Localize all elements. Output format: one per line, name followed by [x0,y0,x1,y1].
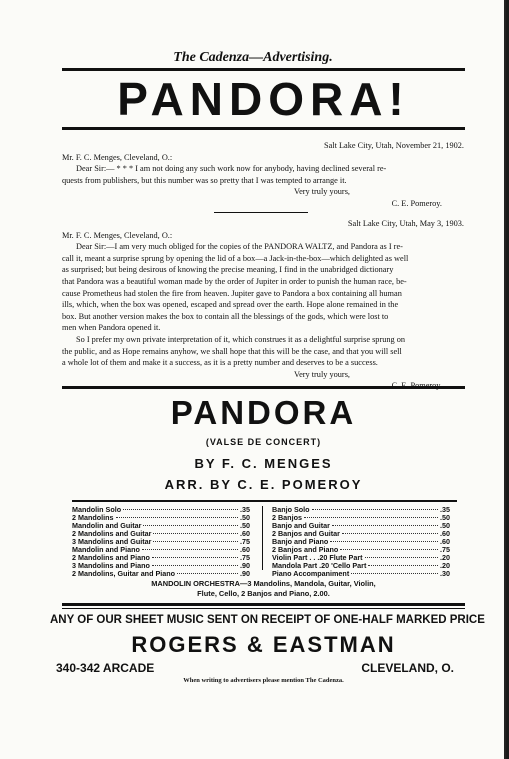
price-item-price: .50 [440,521,450,530]
price-item-price: .60 [240,545,250,554]
product-subtitle: (VALSE DE CONCERT) [205,437,322,447]
price-item-price: .20 [440,561,450,570]
letter-2-line: So I prefer my own private interpretation of it, which construes it as a delightful surprise sprung on [76,334,406,344]
orchestra-line: Flute, Cello, 2 Banjos and Piano, 2.00. [197,589,330,598]
letter-1-closing: Very truly yours, [294,187,350,197]
footer-top-rule-thin [62,608,465,609]
arranger-byline: ARR. BY C. E. POMEROY [164,477,363,492]
top-rule [62,68,465,71]
price-item [272,570,450,578]
price-item-name: Mandolin and Guitar [72,521,142,530]
letter-1-line: Dear Sir:— * * * I am not doing any such work now for anybody, having declined several re- [76,164,387,174]
letter-2 [62,218,472,392]
letter-2-line: cause Prometheus had stolen the fire from heaven. Jupiter gave to Pandora a box containing all human [62,288,402,298]
main-title: PANDORA! [117,73,410,125]
letter-1-line: quests from publishers, but this number was so pretty that I was tempted to arrange it. [62,175,347,185]
page-header: The Cadenza—Advertising. [173,50,333,65]
address-city: CLEVELAND, O. [361,661,454,675]
price-item-name: 3 Mandolins and Piano [72,561,150,570]
price-item-name: Banjo Solo [272,505,310,514]
letter-2-closing: Very truly yours, [294,369,350,379]
letter-1-signature: C. E. Pomeroy. [391,198,442,208]
letter-1 [62,140,472,210]
price-item-price: .50 [240,513,250,522]
letter-2-line: box. But another version makes the box to contain all the blessings of the gods, which were lost to [62,311,389,321]
price-item-name: Piano Accompaniment [272,569,350,578]
letter-1-dateline: Salt Lake City, Utah, November 21, 1902. [323,141,464,150]
company-name: ROGERS & EASTMAN [131,632,396,657]
price-item-name: 2 Banjos and Guitar [272,529,340,538]
price-item-price: .60 [440,529,450,538]
letter-separator [214,212,308,213]
price-item-name: Mandolin and Piano [72,545,140,554]
letter-1-addressee: Mr. F. C. Menges, Cleveland, O.: [62,152,173,162]
price-item-price: .50 [240,521,250,530]
price-item-price: .35 [240,505,250,514]
letter-2-line: the public, and as Hope remains anyhow, we shall hope that this will be the case, and that you will sell [62,346,402,356]
price-item-name: 2 Banjos and Piano [272,545,339,554]
title-bottom-rule [62,127,465,130]
orchestra-note [62,579,465,599]
price-item-price: .75 [440,545,450,554]
price-item-price: .60 [440,537,450,546]
price-item-price: .90 [240,561,250,570]
section-rule [62,386,465,389]
price-column-divider [262,506,263,570]
price-item-name: 2 Mandolins and Piano [72,553,150,562]
price-item [72,570,250,578]
letter-2-line: a whole lot of them and make it a success, as it is a pretty number and deserves to be a success. [62,358,378,368]
price-item-price: .75 [240,537,250,546]
price-item-name: 2 Mandolins [72,513,114,522]
letter-2-line: Dear Sir:—I am very much obliged for the copies of the PANDORA WALTZ, and Pandora as I re- [76,242,403,252]
offer-text: ANY OF OUR SHEET MUSIC SENT ON RECEIPT OF ONE-HALF MARKED PRICE [50,614,485,626]
price-item-name: Banjo and Guitar [272,521,330,530]
advertiser-note: When writing to advertisers please mention The Cadenza. [183,677,344,684]
letter-2-line: that Pandora was a beautiful woman made by the order of Jupiter in order to punish the human race, be- [62,276,407,286]
price-item-name: Violin Part . . .20 Flute Part [272,553,363,562]
price-item-price: .20 [440,553,450,562]
composer-byline: BY F. C. MENGES [194,456,333,471]
banjo-prices [272,506,450,578]
price-item-price: .75 [240,553,250,562]
mandolin-prices [72,506,250,578]
price-item-price: .30 [440,569,450,578]
price-item-name: 3 Mandolins and Guitar [72,537,152,546]
letter-2-dateline: Salt Lake City, Utah, May 3, 1903. [347,219,464,228]
price-item-price: .60 [240,529,250,538]
product-title: PANDORA [170,394,357,431]
price-item-name: Banjo and Piano [272,537,329,546]
letter-2-line: as surprised; but being desirous of knowing the precise meaning, I find in the unabridged dictionary [62,265,394,275]
price-item-price: .50 [440,513,450,522]
price-list [72,500,457,578]
letter-2-addressee: Mr. F. C. Menges, Cleveland, O.: [62,230,173,240]
letter-2-line: call it, meant a surprise sprung by opening the lid of a box—a Jack-in-the-box—which delighted as well [62,253,409,263]
price-item-name: Mandola Part .20 'Cello Part [272,561,367,570]
footer-top-rule [62,603,465,606]
price-item-name: 2 Mandolins, Guitar and Piano [72,569,176,578]
address-street: 340-342 ARCADE [56,661,155,675]
price-item-name: 2 Mandolins and Guitar [72,529,152,538]
price-item-name: 2 Banjos [272,513,302,522]
letter-2-line: ills, which, when the box was opened, escaped and spread over the earth. Hope alone remained in the [62,300,399,310]
letter-2-line: men when Pandora opened it. [62,323,161,333]
orchestra-line: MANDOLIN ORCHESTRA—3 Mandolins, Mandola, Guitar, Violin, [151,579,376,588]
price-item-price: .35 [440,505,450,514]
price-item-name: Mandolin Solo [72,505,122,514]
price-item-price: .90 [240,569,250,578]
